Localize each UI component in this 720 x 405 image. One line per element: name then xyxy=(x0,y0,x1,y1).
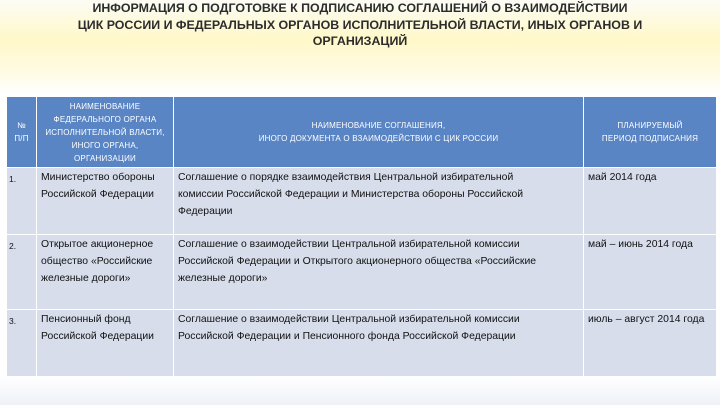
table-row xyxy=(7,168,717,235)
page-title xyxy=(0,0,720,50)
title-line: ИНФОРМАЦИЯ О ПОДГОТОВКЕ К ПОДПИСАНИЮ СОГЛАШЕНИЙ О ВЗАИМОДЕЙСТВИИ xyxy=(92,1,628,15)
agreement-name: Соглашение о взаимодействии Центральной избирательной комиссии Российской Федерации и Пенсионного фонда Российской Федерации xyxy=(174,310,584,377)
column-header-number: № П/П xyxy=(7,97,37,168)
row-number: 2. xyxy=(7,235,37,310)
organ-name: Министерство обороны Российской Федерации xyxy=(37,168,174,235)
signing-period: май – июнь 2014 года xyxy=(584,235,717,310)
row-number: 1. xyxy=(7,168,37,235)
table-row xyxy=(7,310,717,377)
agreement-name: Соглашение о взаимодействии Центральной избирательной комиссии Российской Федерации и Открытого акционерного общества «Российские железные дороги» xyxy=(174,235,584,310)
agreement-name: Соглашение о порядке взаимодействия Центральной избирательной комиссии Российской Федерации и Министерства обороны Российской Федерации xyxy=(174,168,584,235)
signing-period: май 2014 года xyxy=(584,168,717,235)
column-header-agreement: НАИМЕНОВАНИЕ СОГЛАШЕНИЯ, ИНОГО ДОКУМЕНТА О ВЗАИМОДЕЙСТВИИ С ЦИК РОССИИ xyxy=(174,97,584,168)
title-line: ЦИК РОССИИ И ФЕДЕРАЛЬНЫХ ОРГАНОВ ИСПОЛНИТЕЛЬНОЙ ВЛАСТИ, ИНЫХ ОРГАНОВ И xyxy=(77,17,643,32)
title-line: ОРГАНИЗАЦИЙ xyxy=(312,34,408,48)
table-row xyxy=(7,235,717,310)
column-header-period: ПЛАНИРУЕМЫЙ ПЕРИОД ПОДПИСАНИЯ xyxy=(584,97,717,168)
organ-name: Открытое акционерное общество «Российские железные дороги» xyxy=(37,235,174,310)
signing-period: июль – август 2014 года xyxy=(584,310,717,377)
agreements-table xyxy=(6,96,717,377)
organ-name: Пенсионный фонд Российской Федерации xyxy=(37,310,174,377)
table-header-row xyxy=(7,97,717,168)
row-number: 3. xyxy=(7,310,37,377)
column-header-organ: НАИМЕНОВАНИЕ ФЕДЕРАЛЬНОГО ОРГАНА ИСПОЛНИТЕЛЬНОЙ ВЛАСТИ, ИНОГО ОРГАНА, ОРГАНИЗАЦИИ xyxy=(37,97,174,168)
